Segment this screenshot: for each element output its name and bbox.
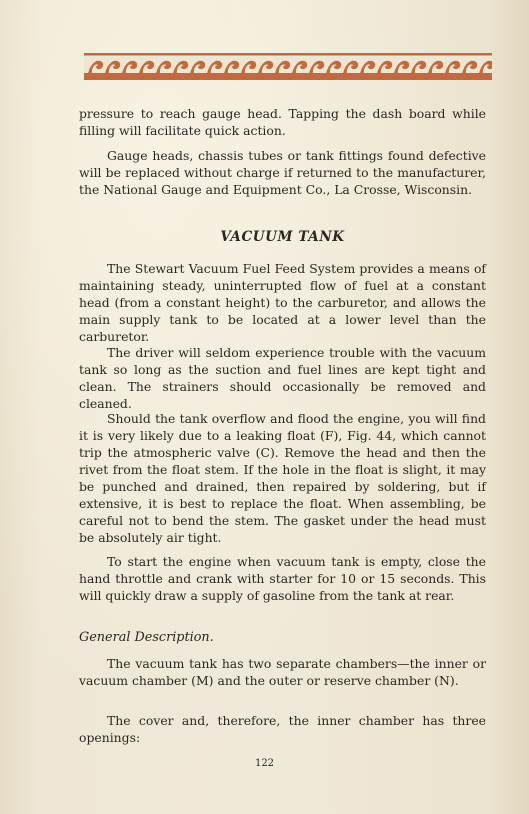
- subheading-general-description: General Description.: [79, 630, 214, 645]
- paragraph-start-engine: To start the engine when vacuum tank is empty, close the hand throttle and crank with starter for 10 or 15 seconds. This will quickly draw a supply of gasoline from the tank at rear.: [79, 554, 486, 603]
- page-number: 122: [254, 758, 275, 769]
- paragraph-gauge-heads: Gauge heads, chassis tubes or tank fittings found defective will be replaced without charge if returned to the manufacturer, the National Gauge and Equipment Co., La Crosse, Wisconsin.: [79, 148, 486, 197]
- paragraph-two-chambers: The vacuum tank has two separate chambers—the inner or vacuum chamber (M) and the outer or reserve chamber (N).: [79, 656, 486, 688]
- paragraph-cover-openings: The cover and, therefore, the inner chamber has three openings:: [79, 713, 486, 745]
- paragraph-continued-pressure: pressure to reach gauge head. Tapping the dash board while filling will facilitate quick action.: [79, 106, 486, 138]
- section-heading-vacuum-tank: VACUUM TANK: [220, 229, 345, 245]
- paragraph-tank-overflow: Should the tank overflow and flood the engine, you will find it is very likely due to a leaking float (F), Fig. 44, which cannot trip the atmospheric valve (C). Remove the head and then the rivet from the float stem. If the hole in the float is slight, it may be punched and drained, then repaired by soldering, but if extensive, it is best to replace the float. When assembling, be careful not to bend the stem. The gasket under the head must be absolutely air tight.: [79, 411, 486, 545]
- decorative-wave-border: [84, 53, 492, 80]
- paragraph-driver-trouble: The driver will seldom experience trouble with the vacuum tank so long as the suction and fuel lines are kept tight and clean. The strainers should occasionally be removed and cleaned.: [79, 345, 486, 411]
- wave-baseline: [84, 73, 492, 78]
- paragraph-stewart-system: The Stewart Vacuum Fuel Feed System provides a means of maintaining steady, uninterrupted flow of fuel at a constant head (from a constant height) to the carburetor, and allows the main supply tank to be located at a lower level than the carburetor.: [79, 261, 486, 344]
